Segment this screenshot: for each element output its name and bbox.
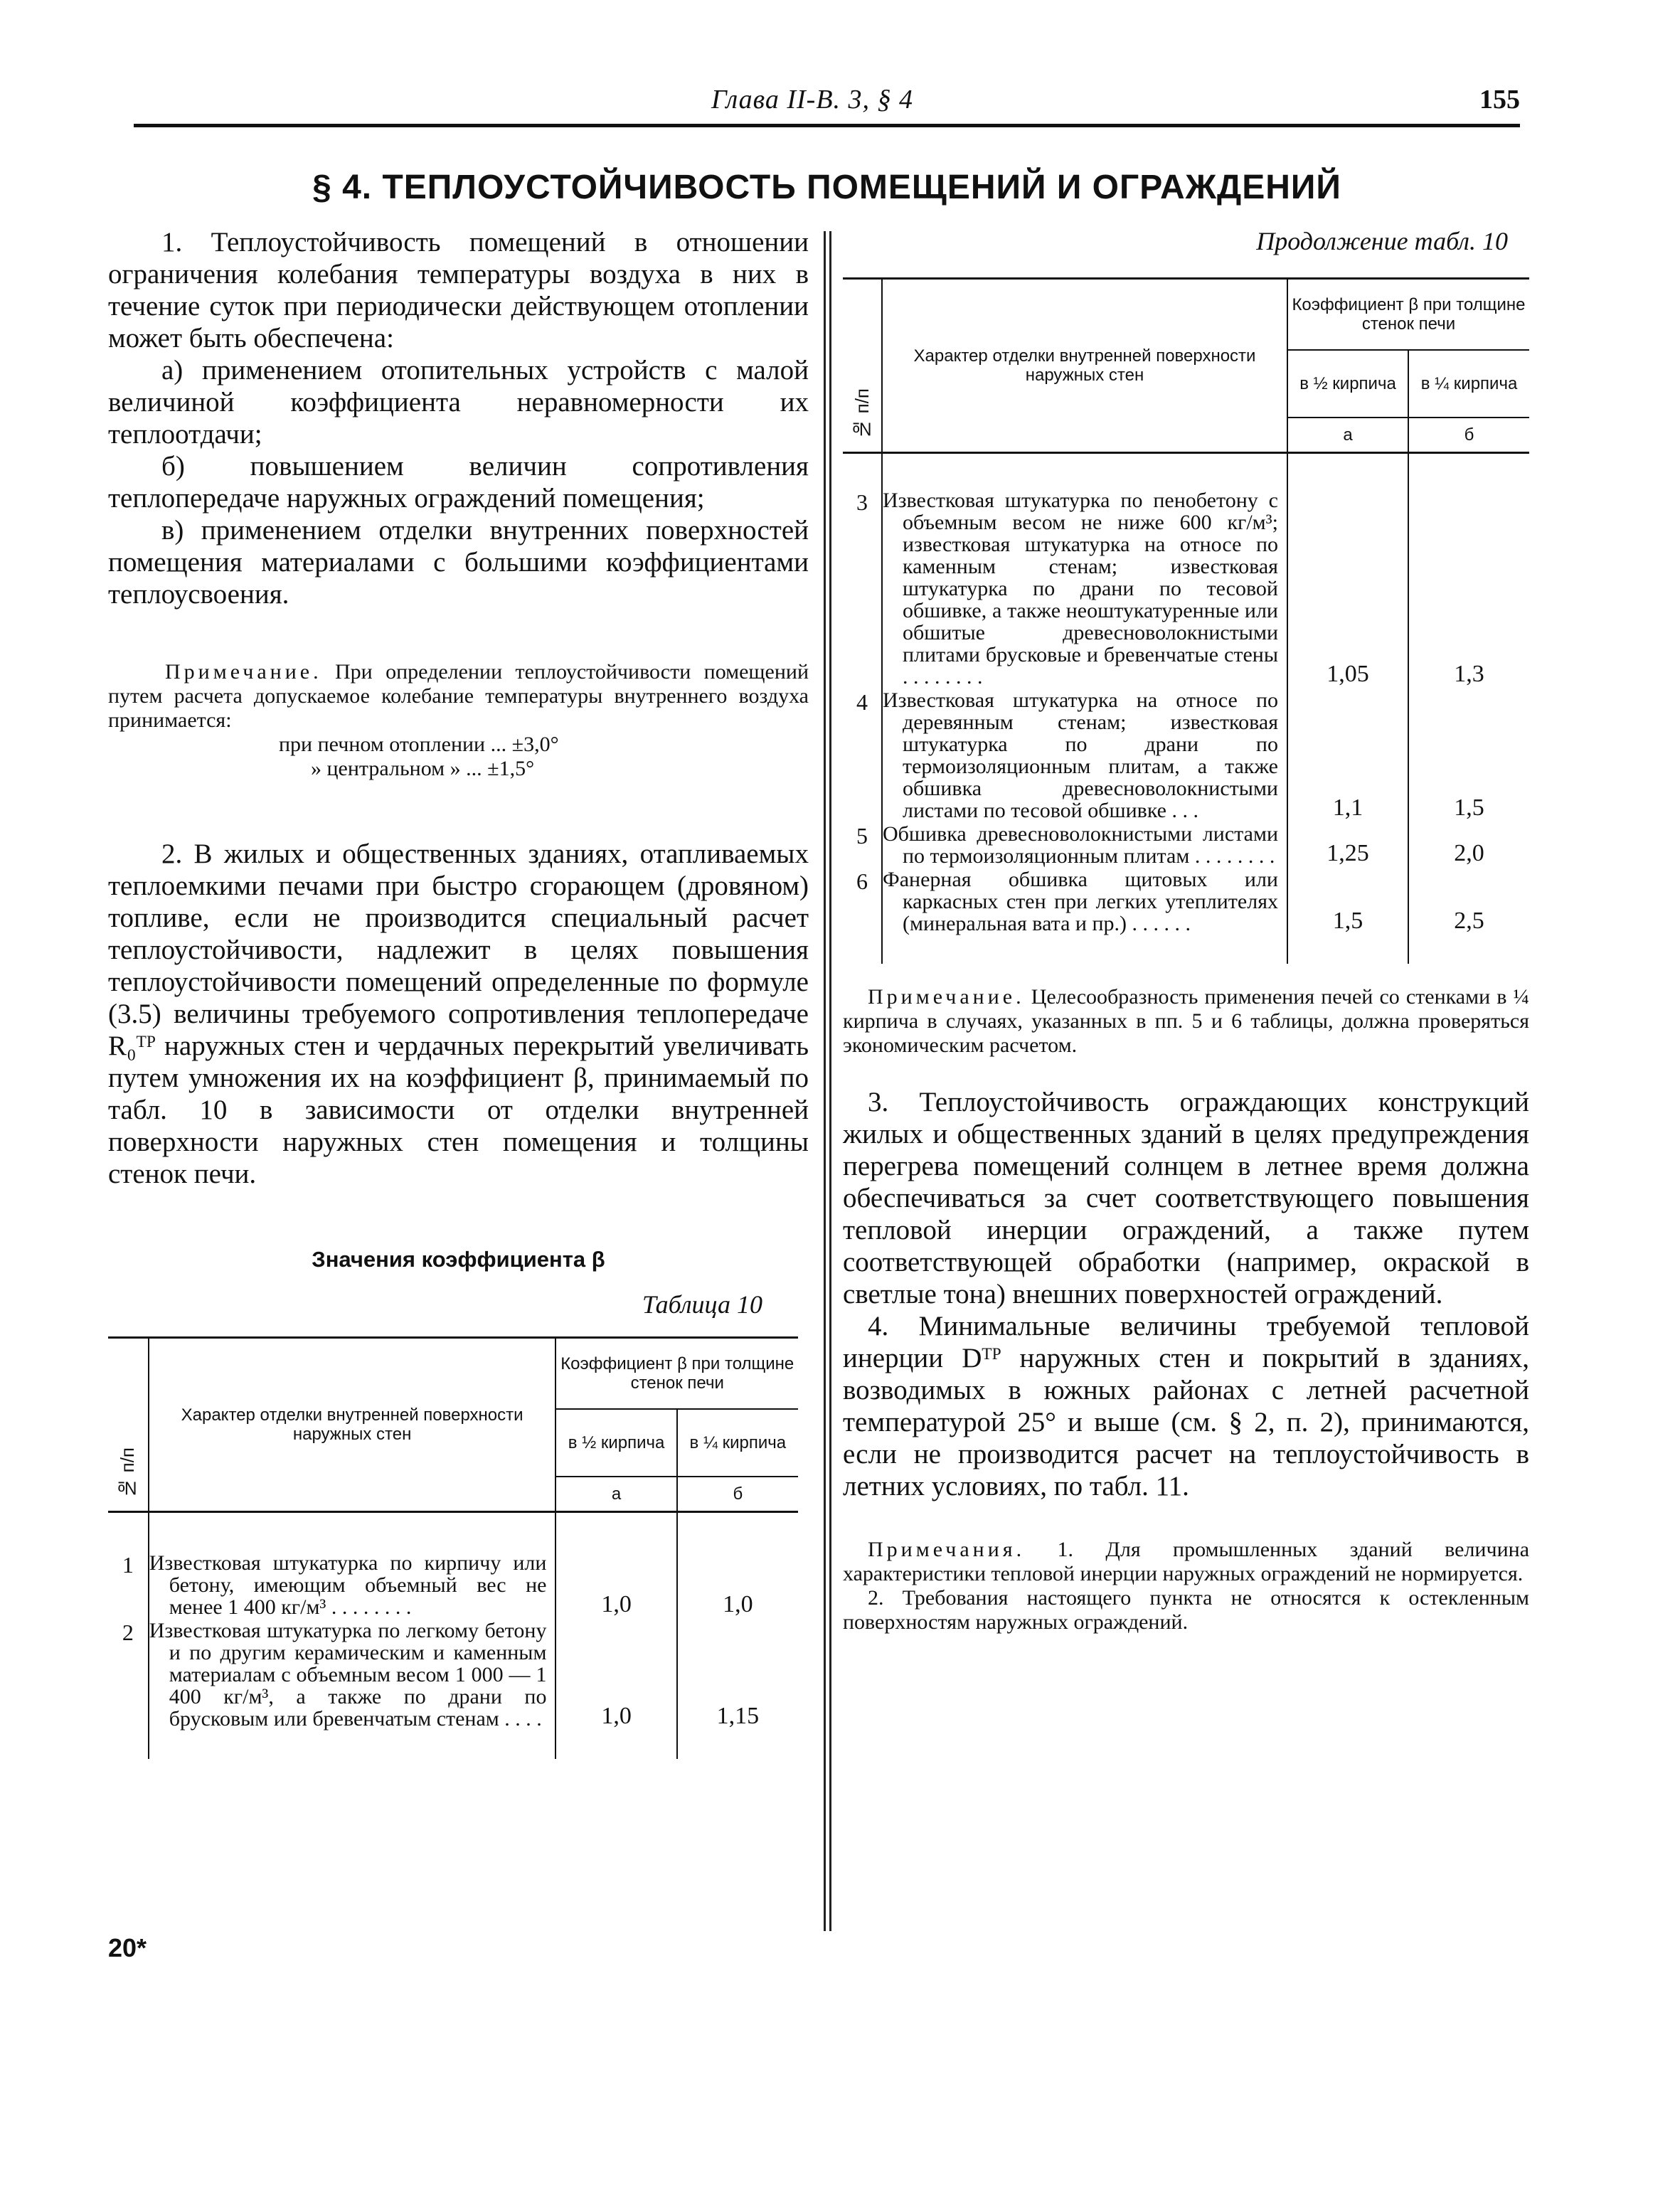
page-signature: 20* [108,1933,147,1962]
table-row: 1 Известковая штукатурка по кирпичу или бетону, имеющим объемный вес не менее 1 400 кг/м³ . . . . . . . . 1,0 1,0 [108,1551,798,1619]
note-line-1: при печном отоплении ... ±3,0° [279,733,559,756]
header-coef: Коэффициент β при толщине стенок печи [555,1338,798,1409]
table-row: 4 Известковая штукатурка на относе по деревянным стенам; известковая штукатурка по драни по термоизоляционным плитам, а также обшивка древесноволокнистыми листами по тесовой обшивке . . . 1,1 1,5 [843,689,1529,822]
table-10-continued [843,277,1529,964]
table-10 [108,1336,798,1759]
header-desc: Характер отделки внутренней поверхности наружных стен [882,279,1287,453]
right-column [843,226,1529,1634]
header-sub-b: б [1408,418,1529,453]
column-divider-2 [829,231,831,1931]
paragraph-3: 3. Теплоустойчивость ограждающих конструкций жилых и общественных зданий в целях предупреждения перегрева помещений солнцем в летнее время должна обеспечиваться за счет соответствующего повышения тепловой инерции ограждений, а также путем соответствующей обработки (например, окраской в светлые тона) внешних поверхностей ограждений. [843,1086,1529,1309]
header-quarter-brick: в ¼ кирпича [677,1409,798,1477]
header-quarter-brick: в ¼ кирпича [1408,350,1529,418]
table-number: Таблица 10 [642,1290,762,1319]
paragraph-4: 4. Минимальные величины требуемой тепловой инерции Dᵀᴾ наружных стен и покрытий в зданиях, возводимых в южных районах с летней расчетной температурой 25° и выше (см. § 2, п. 2), принимаются, если не производится расчет на теплоустойчивость в летних условиях, по табл. 11. [843,1310,1529,1501]
paragraph-1c: в) применением отделки внутренних поверхностей помещения материалами с большими коэффициентами теплоусвоения. [108,515,809,610]
header-sub-a: а [555,1477,676,1512]
note-2-text: Целесообразность применения печей со стенками в ¼ кирпича в случаях, указанных в пп. 5 и 6 таблицы, должна проверяться экономическим расчетом. [843,984,1529,1057]
header-half-brick: в ½ кирпича [555,1409,676,1477]
notes-2: 2. Требования настоящего пункта не относятся к остекленным поверхностям наружных ограждений. [843,1585,1529,1634]
paragraph-1b: б) повышением величин сопротивления теплопередаче наружных ограждений помещения; [108,451,809,514]
note-2-label: Примечание. [868,984,1025,1009]
header-sub-b: б [677,1477,798,1512]
note-label: Примечание. [165,660,322,684]
header-coef: Коэффициент β при толщине стенок печи [1287,279,1529,350]
header-rule [134,124,1520,127]
table-caption: Значения коэффициента β [312,1247,605,1272]
column-divider [824,231,826,1931]
header-num: № п/п [108,1338,149,1512]
notes-label: Примечания. [868,1537,1026,1561]
running-head: Глава II-В. 3, § 4 [711,85,914,115]
table-row: 3 Известковая штукатурка по пенобетону с объемным весом не ниже 600 кг/м³; известковая штукатурка на относе по каменным стенам; известковая штукатурка по драни по тесовой обшивке, а также неоштукатуренные или обшитые древесноволокнистыми плитами брусковые и бревенчатые стены . . . . . . . . 1,05 1,3 [843,489,1529,689]
header-num: № п/п [843,279,882,453]
note-line-2: » центральном » ... ±1,5° [311,757,535,780]
notes-block [843,1538,1529,1586]
note-1 [108,660,809,733]
continuation-label: Продолжение табл. 10 [1256,227,1508,255]
section-title: § 4. ТЕПЛОУСТОЙЧИВОСТЬ ПОМЕЩЕНИЙ И ОГРАЖДЕНИЙ [312,169,1341,206]
page-number: 155 [1479,85,1520,115]
table-row: 5 Обшивка древесноволокнистыми листами по термоизоляционным плитам . . . . . . . . 1,25 2,0 [843,822,1529,868]
note-text: При определении теплоустойчивости помещений путем расчета допускаемое колебание температуры внутреннего воздуха принимается: [108,660,809,732]
paragraph-1: 1. Теплоустойчивость помещений в отношении ограничения колебания температуры воздуха в них в течение суток при периодически действующем отоплении может быть обеспечена: [108,227,809,353]
header-half-brick: в ½ кирпича [1287,350,1408,418]
note-2 [843,985,1529,1058]
notes-1: 1. Для промышленных зданий величина характеристики тепловой инерции наружных ограждений не нормируется. [843,1537,1530,1585]
table-row: 6 Фанерная обшивка щитовых или каркасных стен при легких утеплителях (минеральная вата и пр.) . . . . . . 1,5 2,5 [843,868,1529,935]
header-desc: Характер отделки внутренней поверхности наружных стен [149,1338,556,1512]
paragraph-1a: а) применением отопительных устройств с малой величиной коэффициента неравномерности их теплоотдачи; [108,355,809,450]
table-row: 2 Известковая штукатурка по легкому бетону и по другим керамическим и каменным материалам с объемным весом 1 000 — 1 400 кг/м³, а также по драни по брусковым или бревенчатым стенам . . . . 1,0 1,15 [108,1619,798,1731]
left-column [108,226,809,1759]
paragraph-2: 2. В жилых и общественных зданиях, отапливаемых теплоемкими печами при быстро сгорающем (дровяном) топливе, если не производится специальный расчет теплоустойчивости, надлежит в целях повышения теплоустойчивости помещений определенные по формуле (3.5) величины требуемого сопротивления теплопередаче R₀ᵀᴾ наружных стен и чердачных перекрытий увеличивать путем умножения их на коэффициент β, принимаемый по табл. 10 в зависимости от отделки внутренней поверхности наружных стен помещения и толщины стенок печи. [108,839,809,1189]
header-sub-a: а [1287,418,1408,453]
